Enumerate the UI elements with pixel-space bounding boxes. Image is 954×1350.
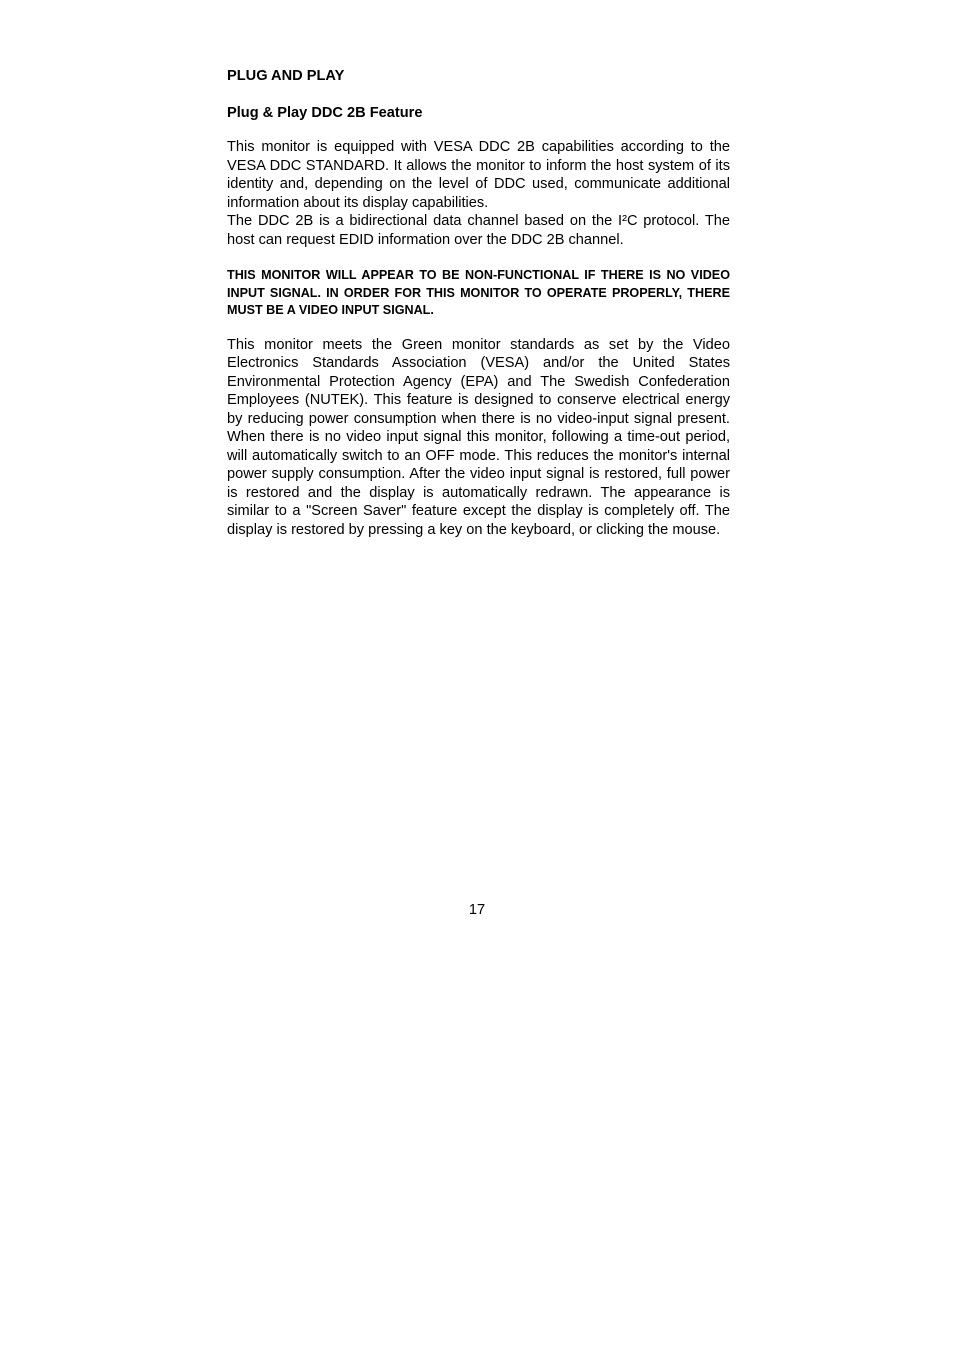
- page-number: 17: [468, 902, 486, 918]
- green-standards-paragraph: This monitor meets the Green monitor standards as set by the Video Electronics Standards Association (VESA) and/or the United States Environmental Protection Agency (EPA) and The Swedish Confederation Employees (NUTEK). This feature is designed to conserve electrical energy by reducing power consumption when there is no video-input signal present. When there is no video input signal this monitor, following a time-out period, will automatically switch to an OFF mode. This reduces the monitor's internal power supply consumption. After the video input signal is restored, full power is restored and the display is automatically redrawn. The appearance is similar to a "Screen Saver" feature except the display is completely off. The display is restored by pressing a key on the keyboard, or clicking the mouse.: [227, 336, 730, 538]
- ddc-paragraph-text-2: The DDC 2B is a bidirectional data channel based on the I²C protocol. The host can request EDID information over the DDC 2B channel.: [227, 213, 730, 248]
- subsection-title: Plug & Play DDC 2B Feature: [227, 105, 423, 121]
- ddc-paragraph-text: This monitor is equipped with VESA DDC 2B capabilities according to the VESA DDC STANDARD. It allows the monitor to inform the host system of its identity and, depending on the level of DDC used, communicate additional information about its display capabilities.: [227, 139, 730, 211]
- warning-notice: THIS MONITOR WILL APPEAR TO BE NON-FUNCTIONAL IF THERE IS NO VIDEO INPUT SIGNAL. IN ORDER FOR THIS MONITOR TO OPERATE PROPERLY, THERE MUST BE A VIDEO INPUT SIGNAL.: [227, 268, 730, 317]
- section-title: PLUG AND PLAY: [227, 68, 345, 84]
- ddc-paragraph: [227, 138, 730, 249]
- document-page: [227, 66, 730, 539]
